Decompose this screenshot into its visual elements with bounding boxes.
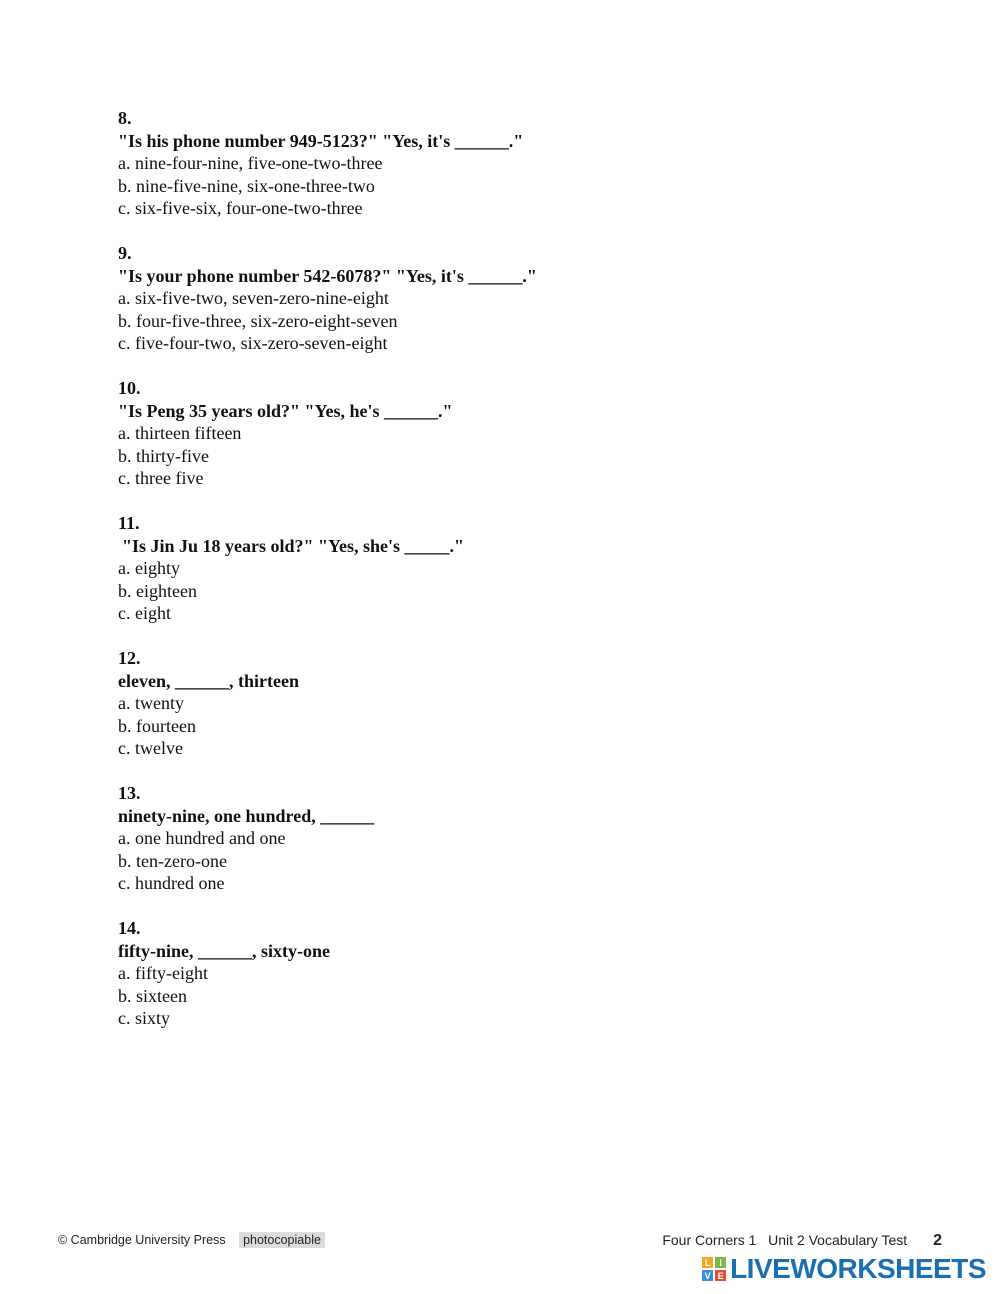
- question-number: 14.: [118, 918, 141, 938]
- question-stem: fifty-nine, ______, sixty-one: [118, 940, 330, 961]
- answer-option: b. thirty-five: [118, 445, 209, 466]
- book-title: Four Corners 1: [662, 1232, 757, 1248]
- question-number: 9.: [118, 243, 132, 263]
- answer-option: c. eight: [118, 603, 171, 623]
- answer-option: c. hundred one: [118, 873, 225, 893]
- question-item: [118, 917, 918, 1030]
- page-number: 2: [933, 1232, 942, 1249]
- answer-option: b. nine-five-nine, six-one-three-two: [118, 175, 375, 196]
- question-stem: "Is your phone number 542-6078?" "Yes, it's ______.": [118, 265, 537, 286]
- question-stem: "Is his phone number 949-5123?" "Yes, it's ______.": [118, 130, 524, 151]
- answer-option: c. sixty: [118, 1008, 170, 1028]
- answer-option: a. nine-four-nine, five-one-two-three: [118, 153, 383, 173]
- logo-tile: L: [702, 1257, 713, 1268]
- question-list: [118, 107, 918, 1052]
- liveworksheets-brand[interactable]: [702, 1254, 986, 1284]
- question-item: [118, 377, 918, 490]
- answer-option: b. eighteen: [118, 580, 197, 601]
- question-stem: "Is Peng 35 years old?" "Yes, he's ______.": [118, 400, 453, 421]
- question-item: [118, 647, 918, 760]
- copyright-text: © Cambridge University Press: [58, 1233, 226, 1247]
- answer-option: c. five-four-two, six-zero-seven-eight: [118, 333, 388, 353]
- answer-option: b. fourteen: [118, 715, 196, 736]
- footer-right: [662, 1232, 942, 1250]
- logo-tile: I: [715, 1257, 726, 1268]
- answer-option: c. three five: [118, 468, 204, 488]
- question-number: 10.: [118, 378, 141, 398]
- question-number: 11.: [118, 513, 140, 533]
- question-stem: "Is Jin Ju 18 years old?" "Yes, she's _____.": [122, 535, 465, 556]
- answer-option: b. four-five-three, six-zero-eight-seven: [118, 310, 398, 331]
- answer-option: b. ten-zero-one: [118, 850, 227, 871]
- question-item: [118, 107, 918, 220]
- question-number: 13.: [118, 783, 141, 803]
- question-number: 8.: [118, 108, 132, 128]
- footer-left: [58, 1233, 325, 1247]
- logo-tile: V: [702, 1270, 713, 1281]
- answer-option: b. sixteen: [118, 985, 187, 1006]
- answer-option: c. six-five-six, four-one-two-three: [118, 198, 363, 218]
- answer-option: a. six-five-two, seven-zero-nine-eight: [118, 288, 389, 308]
- question-number: 12.: [118, 648, 141, 668]
- answer-option: a. one hundred and one: [118, 828, 286, 848]
- question-item: [118, 512, 918, 625]
- liveworksheets-logo-icon: [702, 1257, 726, 1281]
- question-stem: eleven, ______, thirteen: [118, 670, 299, 691]
- answer-option: a. eighty: [118, 558, 180, 578]
- answer-option: a. twenty: [118, 693, 184, 713]
- logo-tile: E: [715, 1270, 726, 1281]
- answer-option: a. fifty-eight: [118, 963, 208, 983]
- question-item: [118, 782, 918, 895]
- brand-name: LIVEWORKSHEETS: [730, 1253, 986, 1284]
- answer-option: a. thirteen fifteen: [118, 423, 242, 443]
- answer-option: c. twelve: [118, 738, 183, 758]
- photocopiable-label: photocopiable: [239, 1232, 325, 1248]
- question-stem: ninety-nine, one hundred, ______: [118, 805, 375, 826]
- test-title: Unit 2 Vocabulary Test: [768, 1232, 908, 1248]
- question-item: [118, 242, 918, 355]
